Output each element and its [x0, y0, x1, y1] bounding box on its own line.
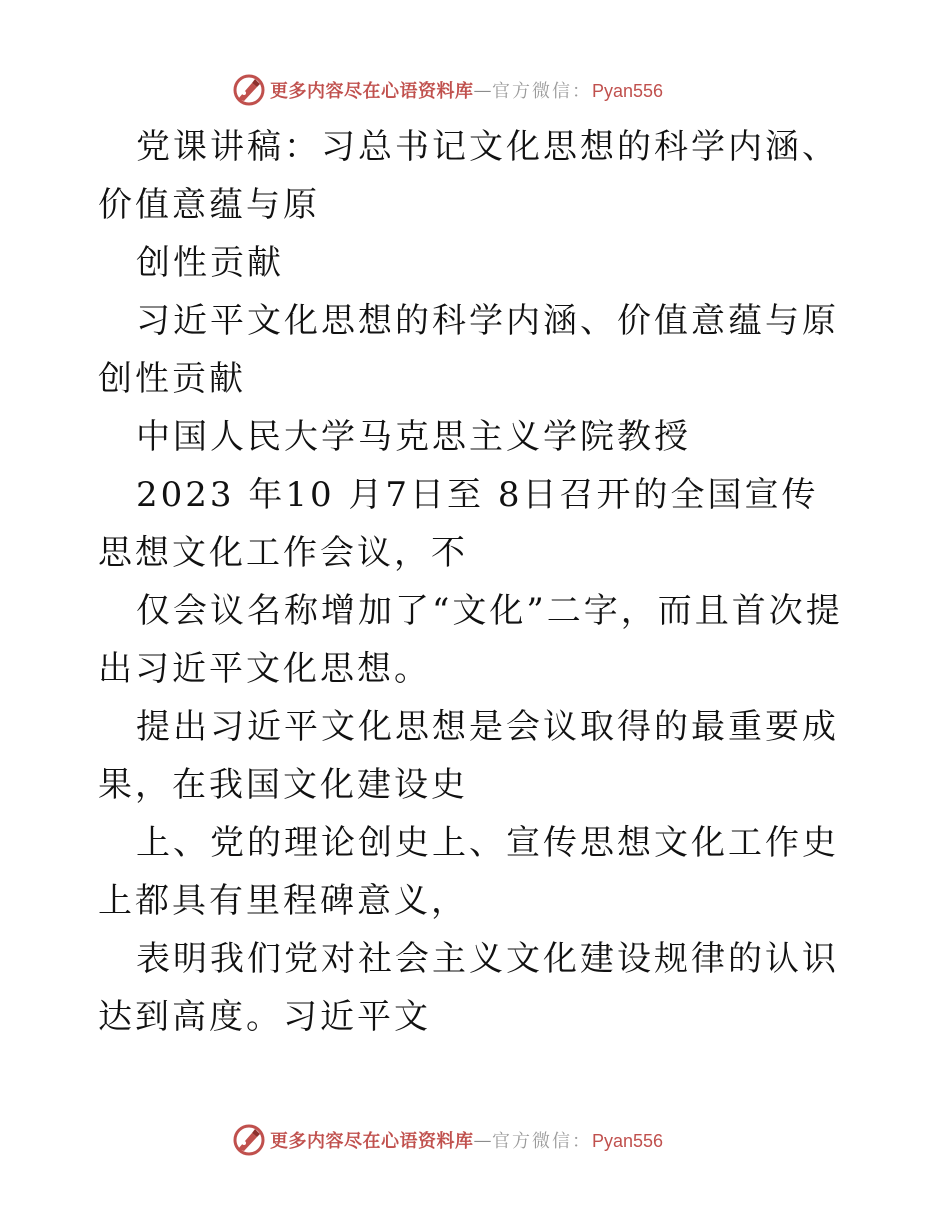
paragraph-body: 2023 年10 月7日至 8日召开的全国宣传思想文化工作会议，不	[98, 475, 819, 573]
banner-dash: —	[473, 1129, 492, 1151]
banner-wechat-label: 官方微信：	[492, 81, 592, 102]
banner-main-text: 更多内容尽在心语资料库	[270, 81, 474, 102]
paragraph-subtitle: 习近平文化思想的科学内涵、价值意蕴与原创性贡献	[98, 301, 839, 399]
header-banner	[232, 70, 752, 110]
paragraph-body: 上、党的理论创史上、宣传思想文化工作史上都具有里程碑意义，	[98, 823, 839, 921]
pen-circle-logo-icon	[232, 73, 266, 107]
pen-circle-logo-icon	[232, 1123, 266, 1157]
banner-dash: —	[473, 79, 492, 101]
banner-wechat-id: Pyan556	[592, 1131, 664, 1151]
footer-banner	[232, 1120, 752, 1160]
paragraph-title-part2: 创性贡献	[136, 243, 284, 283]
paragraph-body: 提出习近平文化思想是会议取得的最重要成果，在我国文化建设史	[98, 707, 839, 805]
banner-main-text: 更多内容尽在心语资料库	[270, 1131, 474, 1152]
banner-wechat-label: 官方微信：	[492, 1131, 592, 1152]
paragraph-title-part1: 党课讲稿：习总书记文化思想的科学内涵、价值意蕴与原	[98, 127, 839, 225]
paragraph-author: 中国人民大学马克思主义学院教授	[136, 417, 691, 457]
paragraph-body: 表明我们党对社会主义文化建设规律的认识达到高度。习近平文	[98, 939, 839, 1037]
document-body	[98, 118, 854, 1046]
banner-wechat-id: Pyan556	[592, 81, 664, 101]
paragraph-body: 仅会议名称增加了“文化”二字，而且首次提出习近平文化思想。	[98, 591, 843, 689]
